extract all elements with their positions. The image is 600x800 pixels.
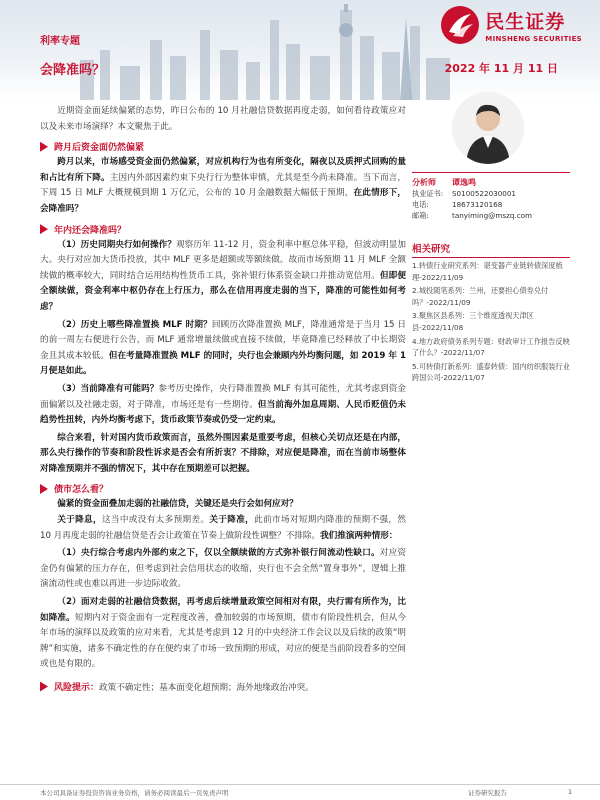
logo-name-en: MINSHENG SECURITIES (485, 35, 582, 43)
body-paragraph (40, 238, 406, 316)
page-number: 1 (568, 788, 573, 796)
bold-lead: （2）面对走弱的社融信贷数据，再考虑后续增量政策空间相对有限，央行需有所作为，比如降准。 (40, 597, 406, 623)
paragraph-text: 回顾历次降准置换 MLF，降准通常是于当月 15 日的前一周左右便进行公告，而 MLF 通常增量续做或直接不续做，毕竟降准已经释放了中长期资金且其成本较低。 (40, 319, 406, 361)
analyst-row (412, 210, 570, 221)
bold-lead: （1）历史同期央行如何操作？ (57, 239, 176, 250)
section-marker-icon (40, 682, 48, 692)
section-title: 债市怎么看？ (54, 485, 109, 496)
bold-conclusion: 但当前海外加息周期、人民币贬值仍未趋势性扭转，内外均衡考虑下，货币政策节奏或仍受一定约束。 (40, 399, 406, 426)
body-paragraph (40, 155, 406, 217)
scenario-paragraph (40, 595, 406, 673)
paragraph-text: 参考历史操作，央行降准置换 MLF 有其可能性，尤其考虑到资金面偏紧以及社融走弱，对于降准，市场还是有一些期待。 (40, 383, 406, 410)
risk-line (40, 679, 406, 694)
body-paragraph (40, 318, 406, 380)
bold-lead: 关于降息， (57, 515, 102, 526)
sidebar (412, 92, 570, 384)
row-key: 电话: (412, 200, 429, 209)
bold-lead: 跨月以来，市场感受资金面仍然偏紧，对应机构行为也有所变化，隔夜以及质押式回购的量和占比有所下降。 (40, 157, 406, 183)
summary-paragraph (40, 431, 406, 478)
report-title: 会降准吗？ (40, 63, 106, 78)
related-research-link[interactable]: 3.聚焦区县系列：三个维度透视天津区县-2022/11/08 (412, 311, 534, 332)
email-link[interactable]: tanyiming@mszq.com (452, 211, 533, 220)
paragraph-text: 短期内对于资金面有一定程度改善，叠加较弱的市场预期，债市有阶段性机会，但从今年市场的演绎以及政策的应对来看，尤其是考虑到 12 月的中央经济工作会议以及后续的政策“明牌”和实施，诸多不确定性的存在便约束了市场一致预期的形成，对应的便是当前阶段看多的空间或也是有限的。 (40, 612, 406, 670)
section-heading-3 (40, 481, 406, 496)
analyst-info (412, 172, 570, 221)
body-paragraph (40, 497, 406, 513)
footer-disclaimer: 本公司具备证券投资咨询业务资格，请务必阅读最后一页免责声明 (40, 789, 229, 797)
risk-text: 政策不确定性；基本面变化超预期；海外地缘政治冲突。 (99, 682, 314, 693)
bold-conclusion: 但在考量降准置换 MLF 的同时，央行也会兼顾内外均衡问题，如 2019 年 1 月便是如此。 (40, 350, 406, 377)
paragraph-text: 主因内外部因素约束下央行行为整体审慎，尤其是至今尚未降准。当下而言，下周 15 日 MLF 大概规模到期 1 万亿元，公布的 10 月金融数据大幅低于预期， (40, 172, 406, 199)
section-marker-icon (40, 224, 48, 234)
report-body (40, 104, 406, 695)
row-value: S0100522030001 (452, 189, 517, 198)
body-paragraph (40, 513, 406, 544)
bold-conclusion: 我们推演两种情形： (320, 530, 398, 541)
paragraph-text: 此前市场对短期内降准的预期不强，然 10 月再度走弱的社融信贷是否会让政策在节奏上做阶段性调整？不排除。 (40, 515, 406, 541)
analyst-row (412, 188, 570, 199)
minsheng-logo-icon (439, 4, 481, 46)
paragraph-text: 对应资金仍有偏紧的压力存在，但考虑到社会信用状态的收缩，央行也不会全然“置身事外”，逻辑上推演流动性或也难以再进一步边际收敛。 (40, 548, 406, 590)
scenario-paragraph (40, 546, 406, 593)
bold-lead: （1）央行综合考虑内外部约束之下，仅以全额续做的方式弥补银行间流动性缺口。 (57, 548, 380, 559)
section-title: 跨月后资金面仍然偏紧 (54, 143, 145, 154)
analyst-row (412, 177, 570, 188)
analyst-photo (452, 92, 524, 164)
person-avatar-icon (452, 92, 524, 164)
body-paragraph (40, 382, 406, 429)
bold-summary: 综合来看，针对国内货币政策而言，虽然外围因素是重要考虑，但核心关切点还是在内部，那么央行操作的节奏和阶段性诉求是否会有所折衷？不排除，对应便是降准，而在当前市场整体对降准预期并不强的情况下，其中存在预期差可以把握。 (40, 432, 406, 474)
bold-question: 偏紧的资金面叠加走弱的社融信贷，关键还是央行会如何应对？ (57, 499, 298, 510)
analyst-row (412, 199, 570, 210)
page-footer (0, 784, 600, 800)
bold-question: 在此情形下，会降准吗？ (40, 188, 406, 214)
logo-name-cn: 民生证券 (485, 11, 566, 33)
paragraph-text: 观察历年 11-12 月，资金利率中枢总体平稳，但波动明显加大。央行对应加大货币投放，其中 MLF 更多是超额或等额续做。故而市场预期 11 月 MLF 全额续做的概率较大，同时结合运用结构性货币工具，弥补银行体系资金缺口并推动宽信用。 (40, 239, 406, 281)
analyst-name: 谭逸鸣 (452, 178, 476, 187)
section-marker-icon (40, 484, 48, 494)
footer-doc-type: 证券研究报告 (468, 789, 507, 797)
section-heading-2 (40, 222, 406, 237)
risk-label: 风险提示： (54, 683, 100, 693)
related-research-link[interactable]: 2.城投随笔系列：兰州，还要担心债券兑付吗？-2022/11/09 (412, 286, 549, 307)
company-logo (439, 4, 582, 46)
analyst-label: 分析师 (412, 178, 436, 187)
related-research-title: 相关研究 (412, 241, 570, 258)
bold-conclusion: 但即便全额续做，资金利率中枢仍存在上行压力，那么在信用再度走弱的当下，降准的可能性如何考虑？ (40, 270, 406, 312)
related-research-link[interactable]: 5.可转债打新系列：盛泰转债：国内纺织服装行业跨国公司-2022/11/07 (412, 361, 570, 383)
row-value: 18673120168 (452, 200, 503, 209)
bold-lead: （3）当前降准有可能吗？ (57, 383, 159, 394)
report-date: 2022 年 11 月 11 日 (444, 62, 558, 75)
bold-lead: （2）历史上哪些降准置换 MLF 时期？ (57, 319, 212, 330)
row-key: 执业证书: (412, 189, 444, 198)
series-label: 利率专题 (40, 36, 80, 47)
bold-lead: 关于降准， (209, 515, 255, 526)
related-research-link[interactable]: 4.地方政府债务系列专题：财政审计工作报告反映了什么？-2022/11/07 (412, 336, 570, 358)
row-key: 邮箱: (412, 211, 429, 220)
section-heading-1 (40, 139, 406, 154)
related-research-link[interactable]: 1.转债行业研究系列：谌变器产业链转债深度梳理-2022/11/09 (412, 261, 563, 282)
paragraph-text: 这当中或没有太多预期差。 (101, 515, 210, 526)
section-marker-icon (40, 142, 48, 152)
intro-paragraph: 近期资金面延续偏紧的态势，昨日公布的 10 月社融信贷数据再度走弱，如何看待政策应对以及未来市场演绎？本文聚焦于此。 (40, 106, 406, 132)
section-title: 年内还会降准吗？ (54, 225, 127, 236)
report-header (0, 0, 600, 100)
